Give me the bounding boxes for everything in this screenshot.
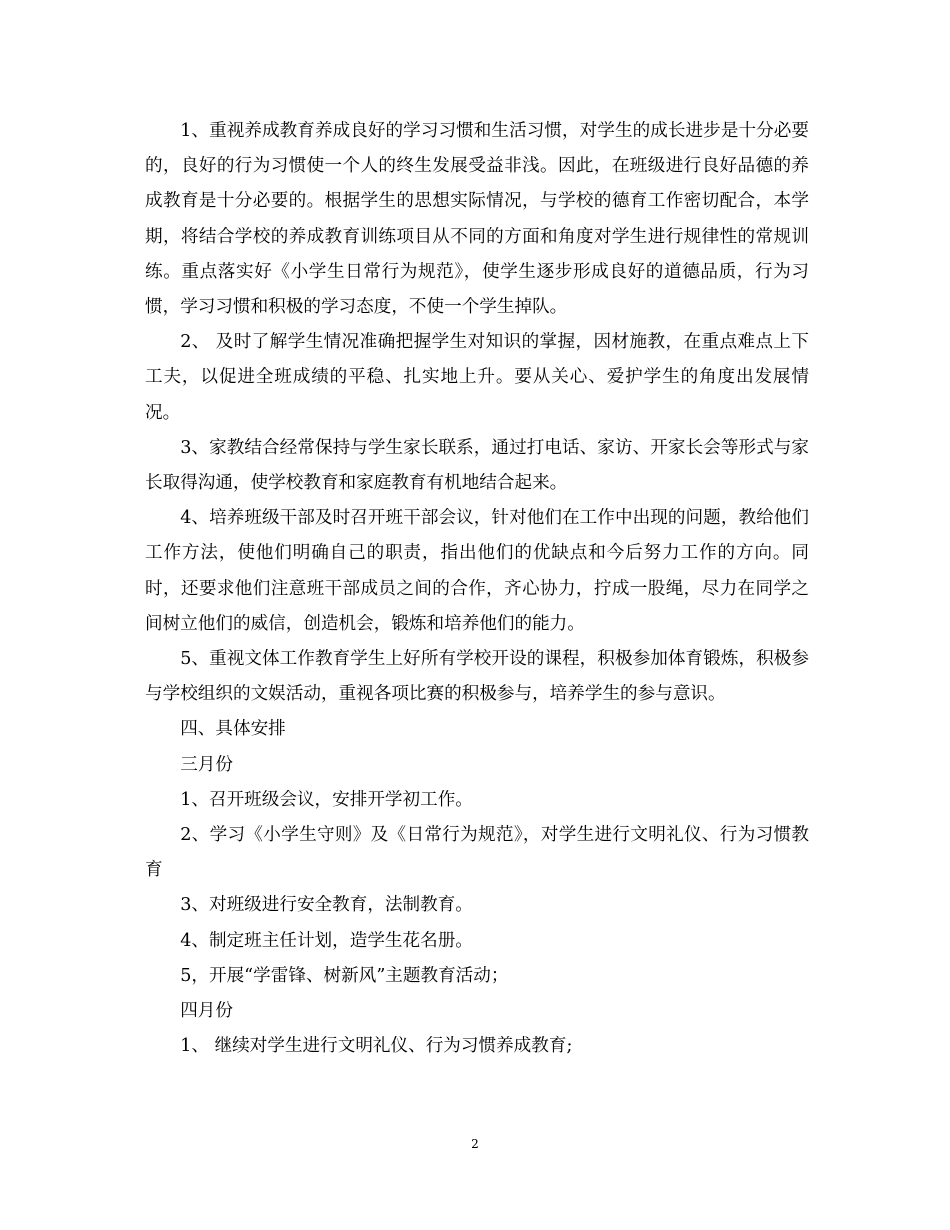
document-body [145,114,809,1064]
paragraph-5: 5、重视文体工作教育学生上好所有学校开设的课程，积极参加体育锻炼，积极参与学校组织的文娱活动，重视各项比赛的积极参与，培养学生的参与意识。 [145,649,809,705]
paragraph-2: 2、 及时了解学生情况准确把握学生对知识的掌握，因材施教，在重点难点上下工夫，以促进全班成绩的平稳、扎实地上升。要从关心、爱护学生的角度出发展情况。 [145,332,809,423]
march-item-2: 2、学习《小学生守则》及《日常行为规范》，对学生进行文明礼仪、行为习惯教育 [145,825,809,881]
march-item-1: 1、召开班级会议，安排开学初工作。 [180,789,473,810]
month-heading-march: 三月份 [180,754,233,775]
paragraph-1: 1、重视养成教育养成良好的学习习惯和生活习惯，对学生的成长进步是十分必要的，良好的行为习惯使一个人的终生发展受益非浅。因此，在班级进行良好品德的养成教育是十分必要的。根据学生的思想实际情况，与学校的德育工作密切配合，本学期，将结合学校的养成教育训练项目从不同的方面和角度对学生进行规律性的常规训练。重点落实好《小学生日常行为规范》，使学生逐步形成良好的道德品质，行为习惯，学习习惯和积极的学习态度，不使一个学生掉队。 [145,121,809,318]
month-heading-april: 四月份 [180,1001,233,1022]
april-item-1: 1、 继续对学生进行文明礼仪、行为习惯养成教育; [180,1036,573,1057]
page-number: 2 [471,1137,479,1151]
section-heading: 四、具体安排 [180,719,286,740]
march-item-5: 5，开展“学雷锋、树新风”主题教育活动； [180,965,509,986]
paragraph-3: 3、家教结合经常保持与学生家长联系，通过打电话、家访、开家长会等形式与家长取得沟通，使学校教育和家庭教育有机地结合起来。 [145,437,809,494]
paragraph-4: 4、培养班级干部及时召开班干部会议，针对他们在工作中出现的问题，教给他们工作方法，使他们明确自己的职责，指出他们的优缺点和今后努力工作的方向。同时，还要求他们注意班干部成员之间的合作，齐心协力，拧成一股绳，尽力在同学之间树立他们的威信，创造机会，锻炼和培养他们的能力。 [145,508,809,634]
march-item-3: 3、对班级进行安全教育，法制教育。 [180,895,473,916]
march-item-4: 4、制定班主任计划，造学生花名册。 [180,930,473,951]
